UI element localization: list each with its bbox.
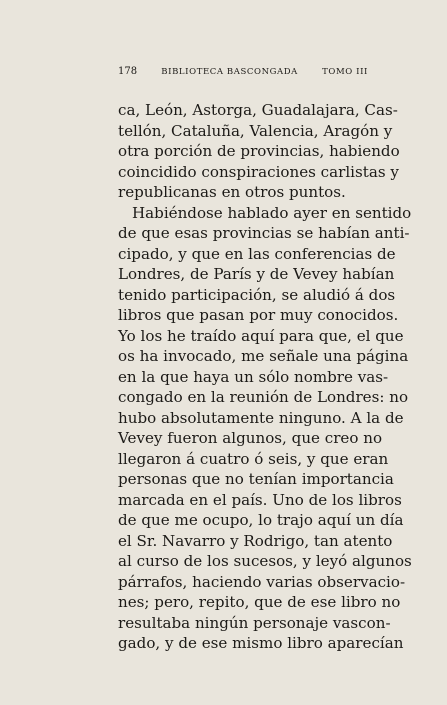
text-line: Vevey fueron algunos, que creo no [118, 429, 383, 447]
text-line: hubo absolutamente ninguno. A la de [118, 408, 404, 427]
text-line: tellón, Cataluña, Valencia, Aragón y [118, 121, 393, 140]
text-line: republicanas en otros puntos. [118, 183, 346, 201]
text-line: resultaba ningún personaje vascon- [118, 613, 391, 632]
text-line: cipado, y que en las conferencias de [118, 244, 396, 263]
page-number: 178 [118, 66, 138, 77]
text-line: Habiéndose hablado ayer en sentido [132, 203, 412, 222]
text-line: otra porción de provincias, habiendo [118, 142, 400, 160]
text-line: nes; pero, repito, que de ese libro no [118, 593, 401, 611]
text-line: Yo los he traído aquí para que, el que [118, 326, 404, 345]
text-line: marcada en el país. Uno de los libros [118, 490, 402, 509]
text-line: tenido participación, se aludió á dos [118, 285, 396, 304]
running-header [118, 66, 368, 77]
text-line: llegaron á cuatro ó seis, y que eran [118, 449, 389, 468]
text-line: os ha invocado, me señale una página [118, 347, 409, 365]
text-line: el Sr. Navarro y Rodrigo, tan atento [118, 531, 393, 550]
text-line: coincidido conspiraciones carlistas y [118, 162, 399, 181]
body-text [118, 100, 412, 654]
volume-label: TOMO III [322, 67, 368, 77]
text-line: párrafos, haciendo varias observacio- [118, 572, 406, 591]
text-line: personas que no tenían importancia [118, 470, 394, 488]
text-line: gado, y de ese mismo libro aparecían [118, 634, 404, 652]
text-line: libros que pasan por muy conocidos. [118, 306, 399, 324]
text-line: congado en la reunión de Londres: no [118, 388, 409, 406]
text-line: en la que haya un sólo nombre vas- [118, 367, 389, 386]
text-line: de que esas provincias se habían anti- [118, 224, 410, 242]
text-line: Londres, de París y de Vevey habían [118, 265, 395, 283]
text-line: ca, León, Astorga, Guadalajara, Cas- [118, 101, 398, 119]
text-line: al curso de los sucesos, y leyó algunos [118, 552, 412, 570]
running-title: BIBLIOTECA BASCONGADA [161, 67, 298, 77]
text-line: de que me ocupo, lo trajo aquí un día [118, 511, 404, 529]
